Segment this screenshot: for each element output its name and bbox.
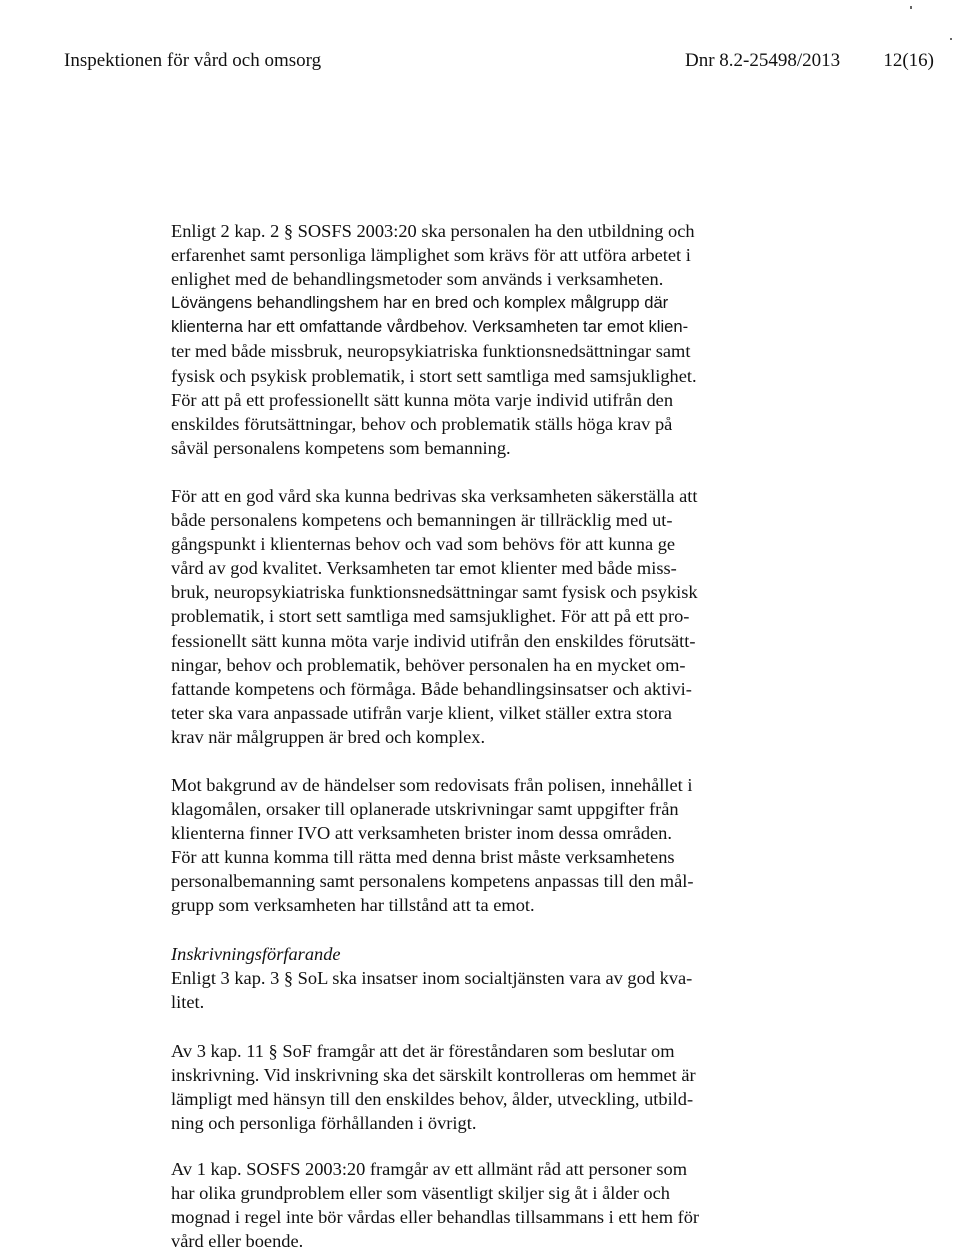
- text-line: gångspunkt i klienternas behov och vad som behövs för att kunna ge: [171, 534, 676, 555]
- case-number: Dnr 8.2-25498/2013: [685, 50, 841, 71]
- text-line: såväl personalens kompetens som bemanning.: [171, 437, 511, 458]
- text-line: bruk, neuropsykiatriska funktionsnedsättningar samt fysisk och psykisk: [171, 582, 698, 603]
- section-paragraph-3: [171, 1157, 771, 1253]
- text-line: personalbemanning samt personalens kompetens anpassas till den mål-: [171, 871, 694, 892]
- text-line: klienterna har ett omfattande vårdbehov. Verksamheten tar emot klien-: [171, 317, 689, 337]
- text-line: fysisk och psykisk problematik, i stort sett samtliga med samsjuklighet.: [171, 365, 697, 386]
- text-line: litet.: [171, 992, 205, 1013]
- text-line: vård eller boende.: [171, 1231, 304, 1252]
- text-line: ter med både missbruk, neuropsykiatriska funktionsnedsättningar samt: [171, 341, 691, 362]
- text-line: både personalens kompetens och bemanningen är tillräcklig med ut-: [171, 510, 673, 531]
- text-line: För att en god vård ska kunna bedrivas ska verksamheten säkerställa att: [171, 486, 698, 506]
- text-line: ning och personliga förhållanden i övrigt.: [171, 1113, 477, 1134]
- document-body: [171, 0, 771, 1252]
- text-line: Enligt 2 kap. 2 § SOSFS 2003:20 ska personalen ha den utbildning och: [171, 221, 695, 241]
- text-line: fessionellt sätt kunna möta varje individ utifrån den enskildes förutsätt-: [171, 630, 696, 651]
- text-line: lämpligt med hänsyn till den enskildes behov, ålder, utveckling, utbild-: [171, 1089, 694, 1110]
- text-line: ningar, behov och problematik, behöver personalen ha en mycket om-: [171, 654, 686, 675]
- text-line: vård av god kvalitet. Verksamheten tar emot klienter med både miss-: [171, 558, 677, 579]
- text-line: Enligt 3 kap. 3 § SoL ska insatser inom socialtjänsten vara av god kva-: [171, 968, 693, 989]
- text-line: fattande kompetens och förmåga. Både behandlingsinsatser och aktivi-: [171, 678, 692, 699]
- text-line: teter ska vara anpassade utifrån varje klient, vilket ställer extra stora: [171, 702, 672, 723]
- text-line: klienterna finner IVO att verksamheten brister inom dessa områden.: [171, 823, 672, 844]
- text-line: För att på ett professionellt sätt kunna möta varje individ utifrån den: [171, 389, 674, 410]
- section-paragraph-2: [171, 1039, 771, 1135]
- text-line: Av 3 kap. 11 § SoF framgår att det är föreståndaren som beslutar om: [171, 1041, 675, 1061]
- text-line: erfarenhet samt personliga lämplighet som krävs för att utföra arbetet i: [171, 245, 691, 266]
- text-line: Av 1 kap. SOSFS 2003:20 framgår av ett allmänt råd att personer som: [171, 1159, 688, 1179]
- scan-speck: [910, 6, 912, 9]
- paragraph-2: [171, 484, 771, 749]
- organization-name: Inspektionen för vård och omsorg: [64, 50, 322, 71]
- section-heading: Inskrivningsförfarande: [171, 944, 341, 964]
- text-line: mognad i regel inte bör vårdas eller behandlas tillsammans i ett hem för: [171, 1207, 700, 1228]
- text-line: Lövängens behandlingshem har en bred och komplex målgrupp där: [171, 293, 669, 313]
- text-line: enlighet med de behandlingsmetoder som används i verksamheten.: [171, 269, 664, 290]
- page-number: 12(16): [883, 50, 934, 71]
- text-line: Mot bakgrund av de händelser som redovisats från polisen, innehållet i: [171, 775, 693, 795]
- section-heading-block: [171, 942, 771, 1014]
- scan-speck: [950, 38, 952, 40]
- text-line: enskildes förutsättningar, behov och problematik ställs höga krav på: [171, 413, 673, 434]
- text-line: inskrivning. Vid inskrivning ska det särskilt kontrolleras om hemmet är: [171, 1065, 696, 1086]
- text-line: problematik, i stort sett samtliga med samsjuklighet. För att på ett pro-: [171, 606, 690, 627]
- text-line: klagomålen, orsaker till oplanerade utskrivningar samt uppgifter från: [171, 799, 679, 820]
- text-line: krav när målgruppen är bred och komplex.: [171, 726, 486, 747]
- text-line: har olika grundproblem eller som väsentligt skiljer sig åt i ålder och: [171, 1183, 670, 1204]
- paragraph-3: [171, 773, 771, 918]
- paragraph-1: [171, 219, 771, 460]
- text-line: grupp som verksamheten har tillstånd att ta emot.: [171, 895, 535, 916]
- text-line: För att kunna komma till rätta med denna brist måste verksamhetens: [171, 847, 675, 868]
